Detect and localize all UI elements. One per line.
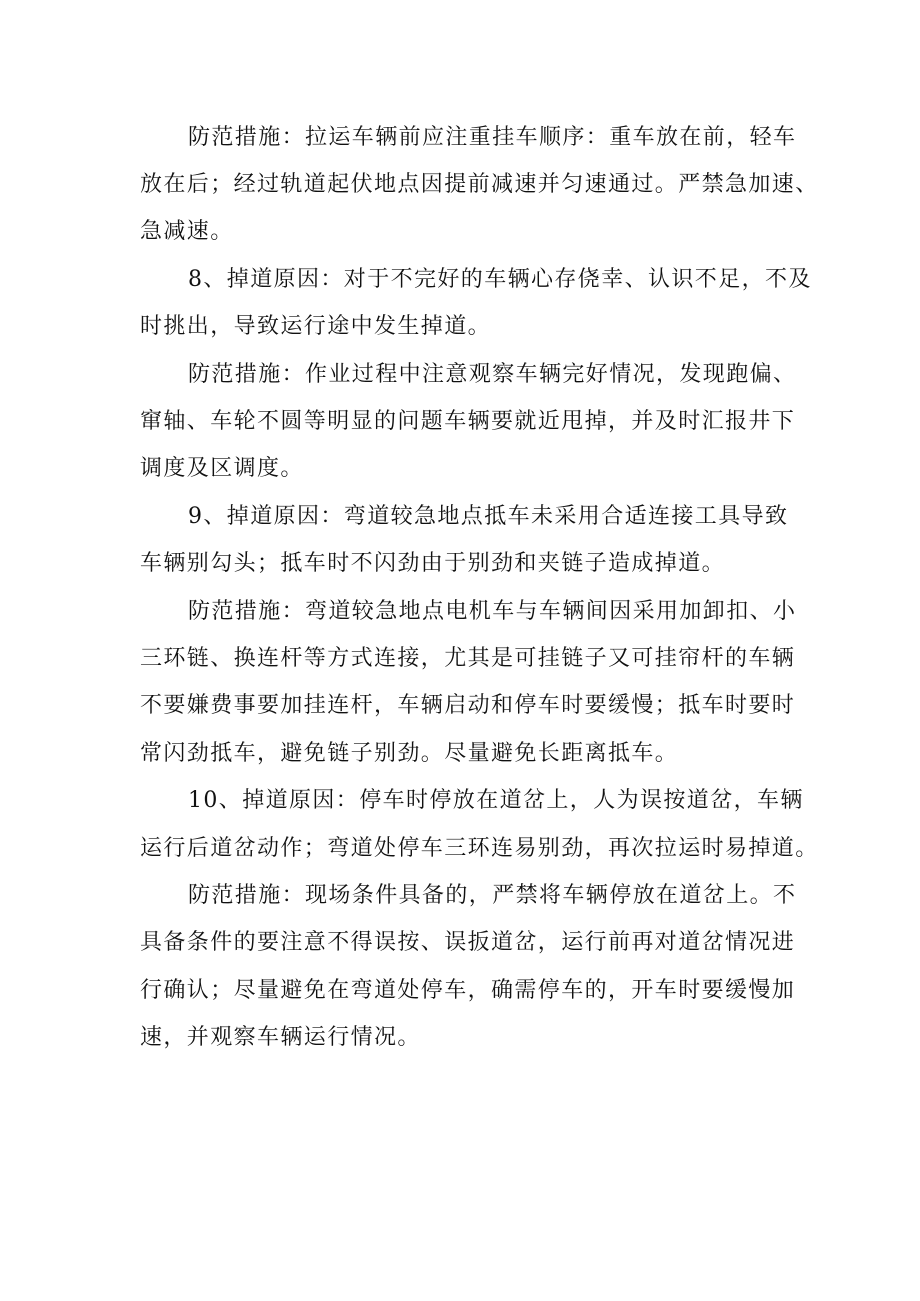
text-line: 时挑出，导致运行途中发生掉道。 xyxy=(140,314,492,339)
text-line: 运行后道岔动作；弯道处停车三环连易别劲，再次拉运时易掉道。 xyxy=(140,836,819,861)
text-line: 常闪劲抵车，避免链子别劲。尽量避免长距离抵车。 xyxy=(140,741,679,766)
text-line: 放在后；经过轨道起伏地点因提前减速并匀速通过。严禁急加速、 xyxy=(140,172,819,197)
text-line: 防范措施：拉运车辆前应注重挂车顺序：重车放在前，轻车 xyxy=(188,125,797,150)
text-line: 防范措施：现场条件具备的，严禁将车辆停放在道岔上。不 xyxy=(188,883,797,908)
text-line: 车辆别勾头；抵车时不闪劲由于别劲和夹链子造成掉道。 xyxy=(140,551,726,576)
text-line: 调度及区调度。 xyxy=(140,456,304,481)
text-line: 速，并观察车辆运行情况。 xyxy=(140,1025,421,1050)
text-line: 防范措施：作业过程中注意观察车辆完好情况，发现跑偏、 xyxy=(188,362,797,387)
text-line: 不要嫌费事要加挂连杆，车辆启动和停车时要缓慢；抵车时要时 xyxy=(140,693,796,718)
text-line: 窜轴、车轮不圆等明显的问题车辆要就近甩掉，并及时汇报井下 xyxy=(140,409,796,434)
text-line: 10、掉道原因：停车时停放在道岔上，人为误按道岔，车辆 xyxy=(188,788,804,813)
text-line: 8、掉道原因：对于不完好的车辆心存侥幸、认识不足，不及 xyxy=(188,267,812,292)
text-line: 具备条件的要注意不得误按、误扳道岔，运行前再对道岔情况进 xyxy=(140,930,796,955)
text-line: 急减速。 xyxy=(140,219,234,244)
text-line: 9、掉道原因：弯道较急地点抵车未采用合适连接工具导致 xyxy=(188,504,789,529)
text-line: 行确认；尽量避免在弯道处停车，确需停车的，开车时要缓慢加 xyxy=(140,978,796,1003)
text-line: 防范措施：弯道较急地点电机车与车辆间因采用加卸扣、小 xyxy=(188,599,797,624)
text-line: 三环链、换连杆等方式连接，尤其是可挂链子又可挂帘杆的车辆 xyxy=(140,646,796,671)
